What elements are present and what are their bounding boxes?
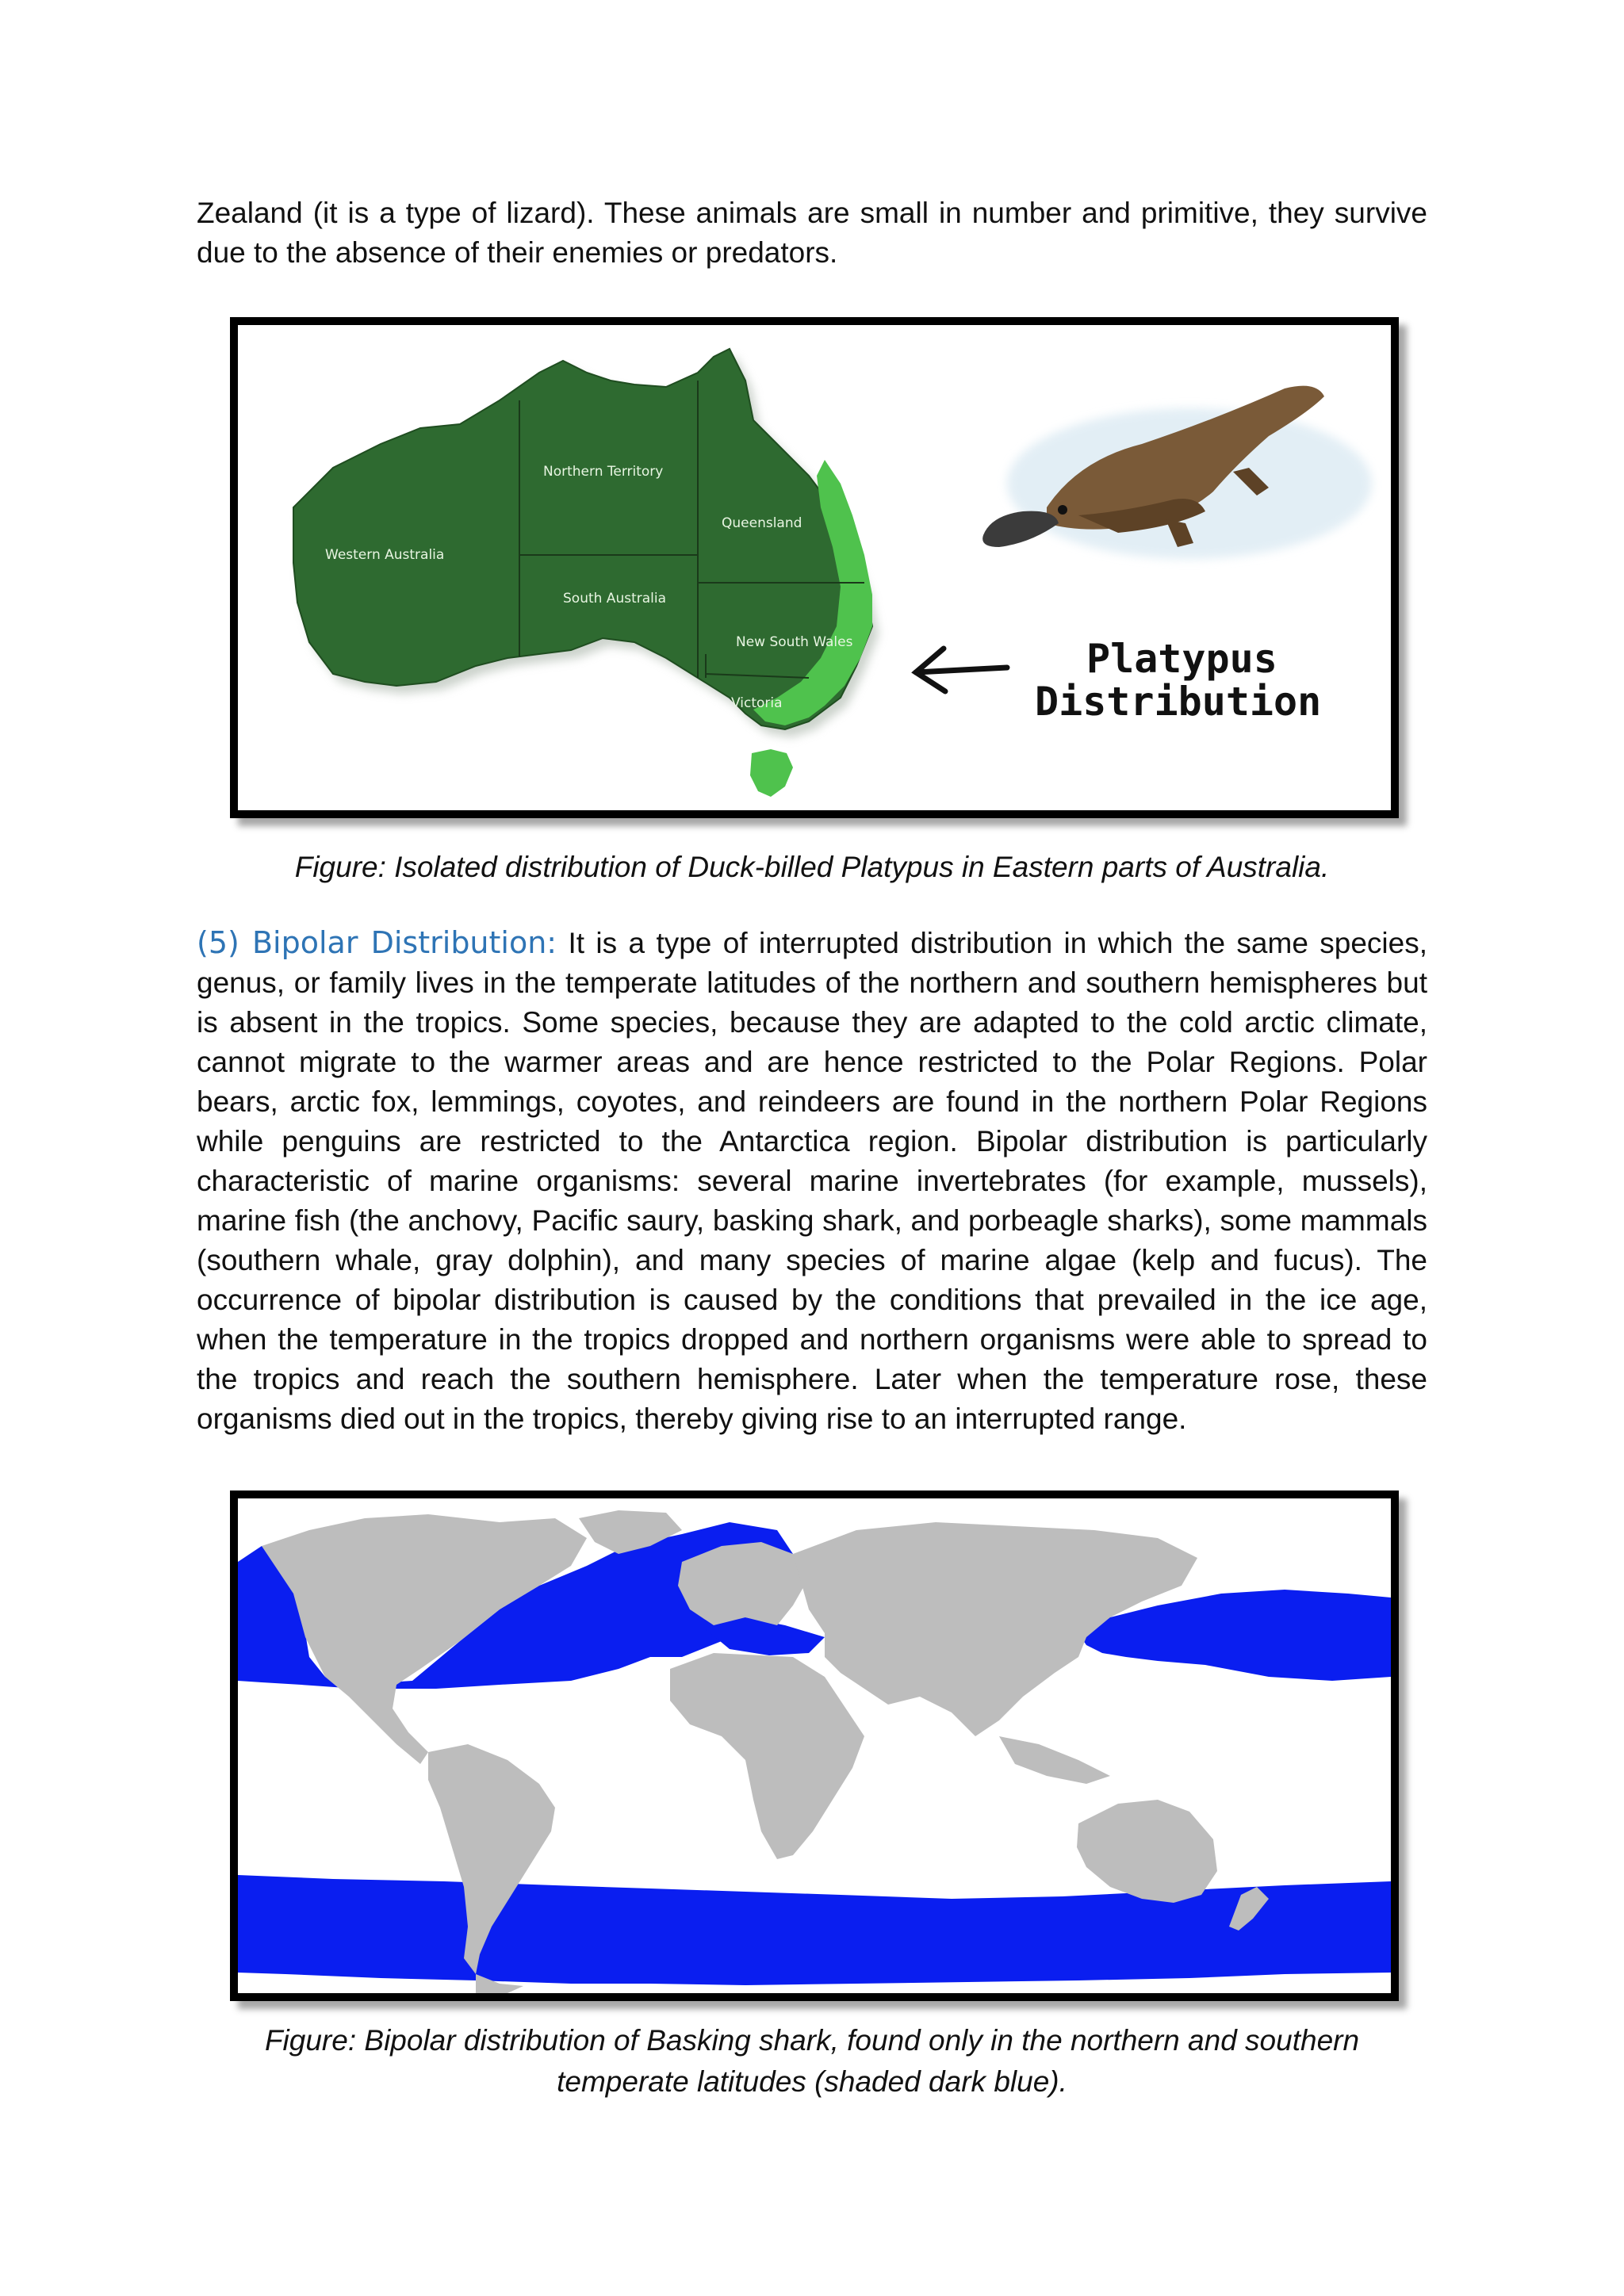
label-new-south-wales: New South Wales	[736, 634, 853, 650]
figure2-caption: Figure: Bipolar distribution of Basking shark, found only in the northern and southern temperate latitudes (shaded dark blue).	[264, 2024, 1360, 2098]
platypus-title-line1: Platypus	[1086, 636, 1277, 682]
label-queensland: Queensland	[722, 515, 802, 531]
label-south-australia: South Australia	[563, 591, 667, 607]
platypus-illustration	[982, 386, 1372, 559]
mainland-shape	[293, 349, 872, 729]
bipolar-paragraph	[197, 923, 1427, 1439]
label-victoria: Victoria	[731, 695, 783, 711]
intro-paragraph: Zealand (it is a type of lizard). These animals are small in number and primitive, they survive due to the absence of their enemies or predators.	[197, 197, 1427, 269]
label-northern-territory: Northern Territory	[543, 464, 664, 480]
arrow-icon	[916, 649, 1007, 691]
figure1-caption: Figure: Isolated distribution of Duck-billed Platypus in Eastern parts of Australia.	[294, 851, 1330, 883]
bipolar-body: It is a type of interrupted distribution in which the same species, genus, or family lives in the temperate latitudes of the northern and southern hemispheres but is absent in the tropics. Some species, because they are adapted to the cold arctic climate, cannot migrate to the warmer areas and are hence restricted to the Polar Regions. Polar bears, arctic fox, lemmings, coyotes, and reindeers are found in the northern Polar Regions while penguins are restricted to the Antarctica region. Bipolar distribution is particularly characteristic of marine organisms: several marine invertebrates (for example, mussels), marine fish (the anchovy, Pacific saury, basking shark, and porbeagle sharks), some mammals (southern whale, gray dolphin), and many species of marine algae (kelp and fucus). The occurrence of bipolar distribution is caused by the conditions that prevailed in the ice age, when the temperature in the tropics dropped and northern organisms were able to spread to the tropics and reach the southern hemisphere. Later when the temperature rose, these organisms died out in the tropics, thereby giving rise to an interrupted range.	[197, 927, 1428, 1435]
platypus-distribution-figure	[230, 317, 1399, 818]
label-western-australia: Western Australia	[325, 547, 445, 563]
tasmania-range	[750, 749, 793, 797]
platypus-title-line2: Distribution	[1035, 679, 1322, 725]
basking-shark-distribution-figure	[230, 1490, 1399, 2001]
world-map	[238, 1498, 1391, 1993]
section-heading: (5) Bipolar Distribution:	[197, 925, 557, 960]
australia-map	[238, 325, 1391, 810]
